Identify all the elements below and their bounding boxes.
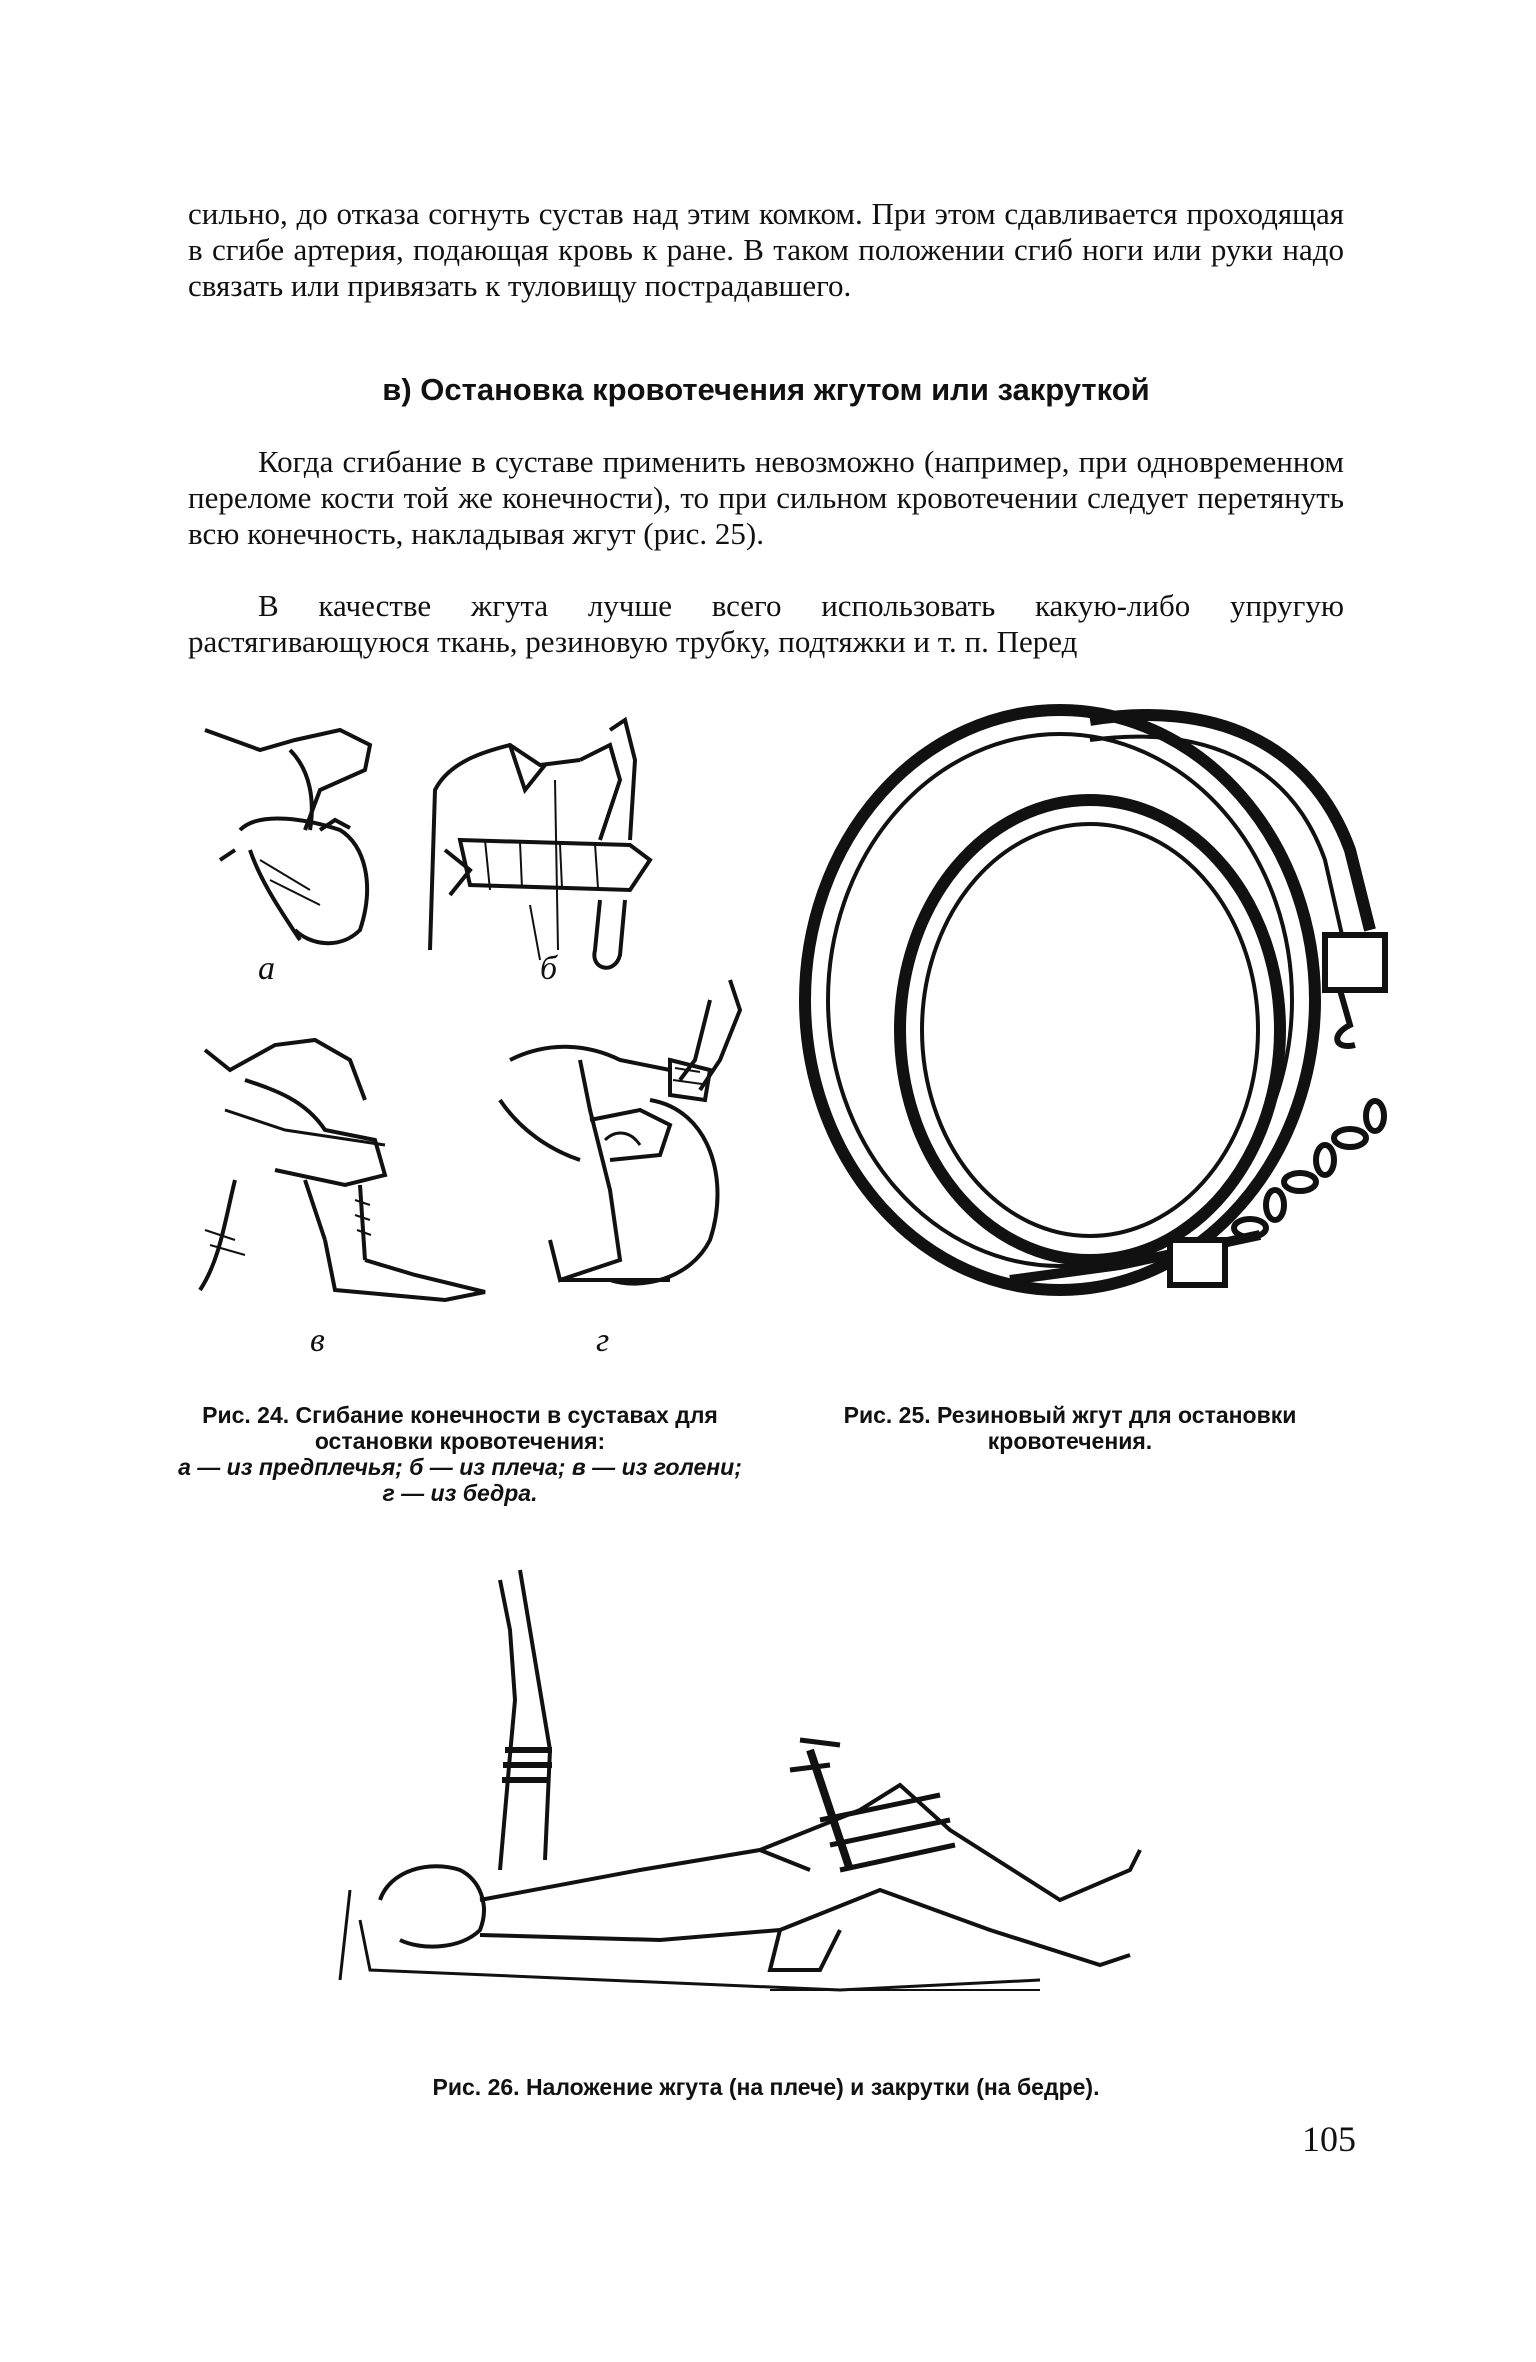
paragraph-tourniquet-materials: В качестве жгута лучше всего использовать какую-либо упругую растягивающуюся ткань, резиновую трубку, подтяжки и т. п. Перед xyxy=(188,588,1344,659)
fig24-caption-legend: а — из предплечья; б — из плеча; в — из голени; г — из бедра. xyxy=(178,1454,742,1506)
fig24-panel-b xyxy=(430,720,680,980)
fig24-caption-title: Рис. 24. Сгибание конечности в суставах для остановки кровотечения: xyxy=(202,1402,718,1454)
fig24-panel-a xyxy=(200,710,400,960)
fig24-panel-v xyxy=(185,1030,505,1320)
fig24-label-g: г xyxy=(596,1322,610,1359)
fig25-caption: Рис. 25. Резиновый жгут для остановки кровотечения. xyxy=(843,1402,1297,1454)
fig26-caption: Рис. 26. Наложение жгута (на плече) и закрутки (на бедре). xyxy=(432,2074,1100,2100)
knee-flexion-illustration xyxy=(185,1030,505,1320)
fig24-label-v: в xyxy=(310,1322,325,1359)
fig25-tourniquet xyxy=(790,700,1410,1360)
paragraph-continued: сильно, до отказа согнуть сустав над этим комком. При этом сдавливается проходящая в сгибе артерия, подающая кровь к ране. В таком положении сгиб ноги или руки надо связать или привязать к туловищу пострадавшего. xyxy=(188,196,1344,303)
fig24-caption xyxy=(170,1402,750,1506)
fig26-illustration xyxy=(340,1570,1190,2050)
hip-flexion-illustration xyxy=(490,980,750,1300)
shoulder-flexion-illustration xyxy=(430,720,680,980)
forearm-flexion-illustration xyxy=(200,710,400,960)
rubber-tourniquet-illustration xyxy=(790,700,1410,1360)
fig24-label-a: а xyxy=(258,950,275,987)
fig24-label-b: б xyxy=(540,950,558,987)
fig24-panel-g xyxy=(490,980,750,1300)
tourniquet-and-twist-illustration xyxy=(340,1570,1190,2050)
paragraph-tourniquet-intro: Когда сгибание в суставе применить невозможно (например, при одновременном переломе кости той же конечности), то при сильном кровотечении следует перетянуть всю конечность, накладывая жгут (рис. 25). xyxy=(188,444,1344,551)
section-heading: в) Остановка кровотечения жгутом или закруткой xyxy=(382,372,1150,407)
page-number: 105 xyxy=(1302,2119,1356,2159)
